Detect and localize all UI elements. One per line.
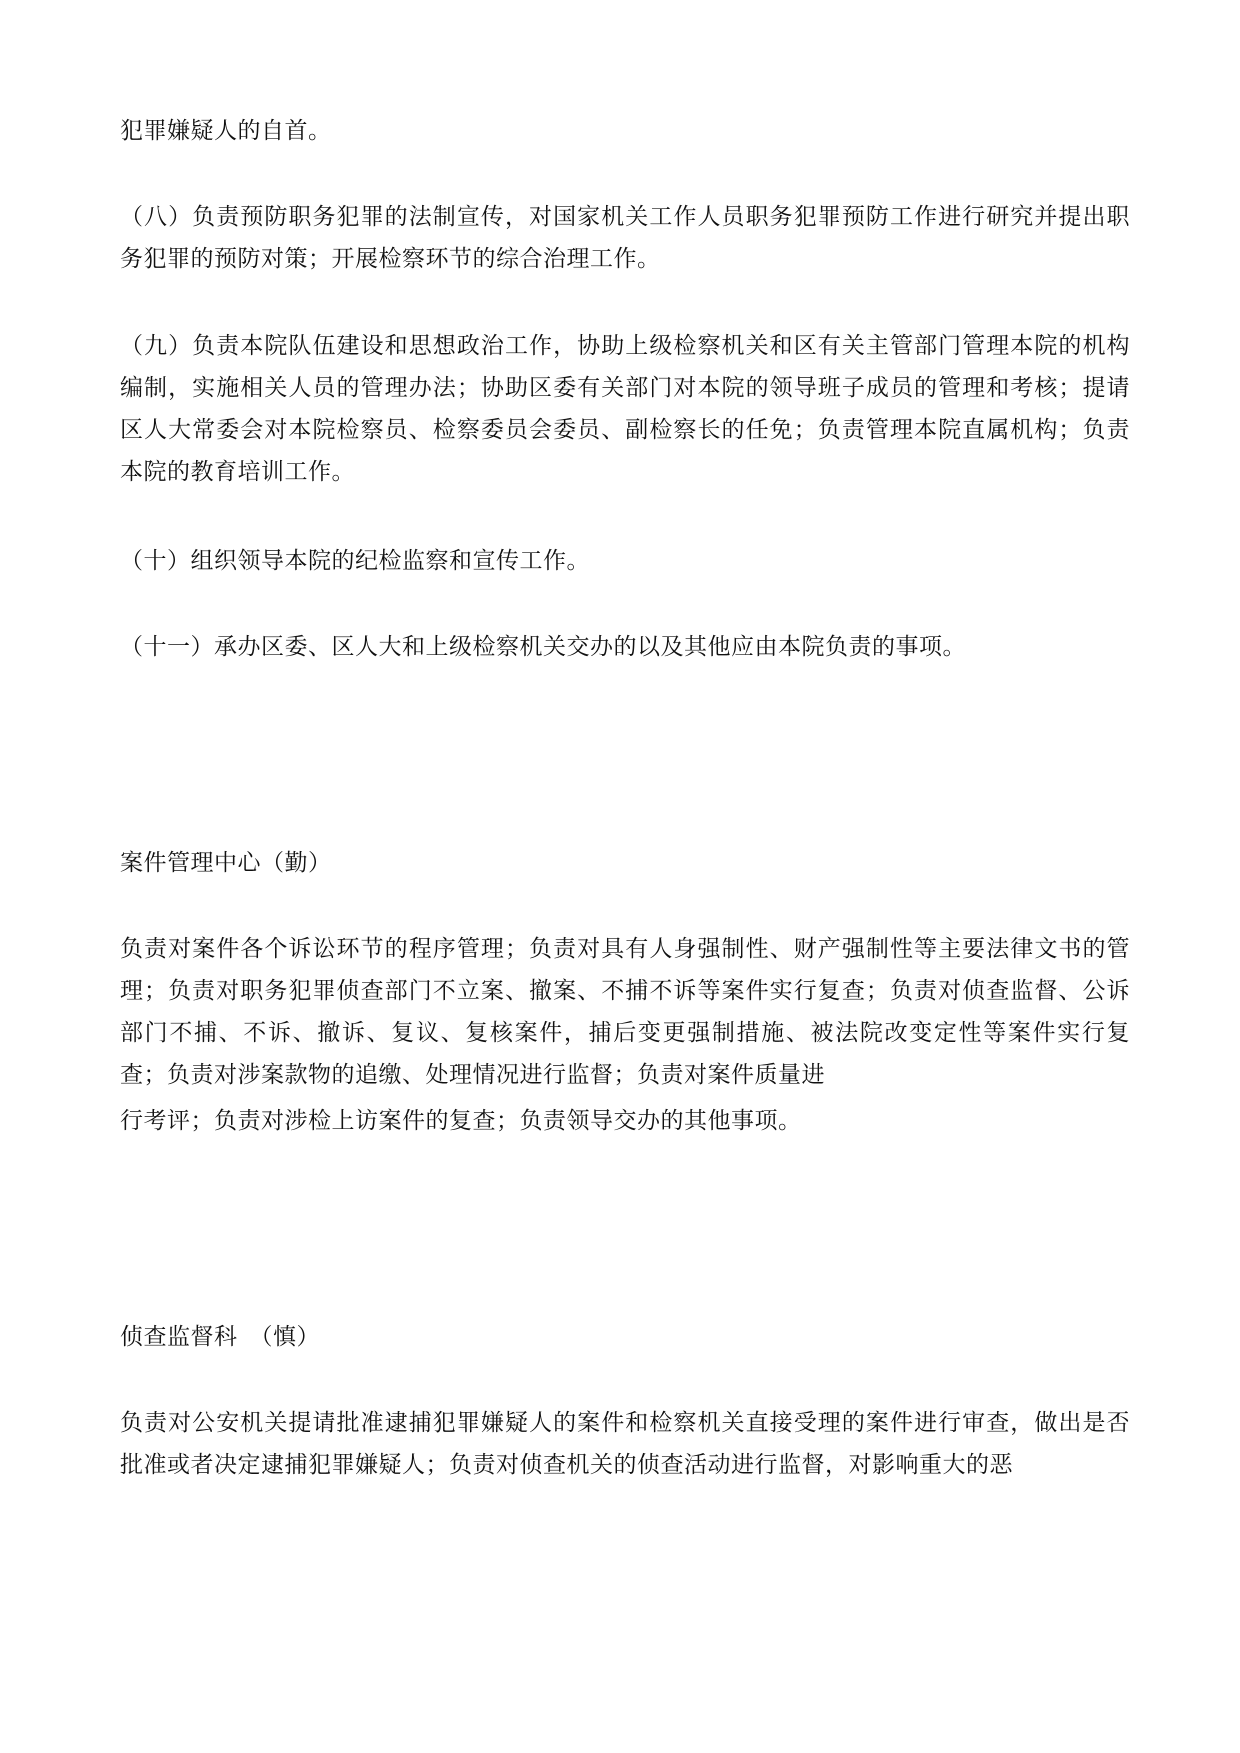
item-8-paragraph: （八）负责预防职务犯罪的法制宣传，对国家机关工作人员职务犯罪预防工作进行研究并提出职务犯罪的预防对策；开展检察环节的综合治理工作。 <box>120 204 1130 272</box>
investigation-heading: 侦查监督科 （慎） <box>120 1324 320 1350</box>
case-center-heading: 案件管理中心（勤） <box>120 850 332 876</box>
paragraph-continued: 犯罪嫌疑人的自首。 <box>120 118 332 144</box>
case-center-body: 负责对案件各个诉讼环节的程序管理；负责对具有人身强制性、财产强制性等主要法律文书的管理；负责对职务犯罪侦查部门不立案、撤案、不捕不诉等案件实行复查；负责对侦查监督、公诉部门不捕、不诉、撤诉、复议、复核案件，捕后变更强制措施、被法院改变定性等案件实行复查；负责对涉案款物的追缴、处理情况进行监督；负责对案件质量进 <box>120 936 1130 1088</box>
case-center-body-continued: 行考评；负责对涉检上访案件的复查；负责领导交办的其他事项。 <box>120 1108 802 1134</box>
item-11-paragraph: （十一）承办区委、区人大和上级检察机关交办的以及其他应由本院负责的事项。 <box>120 634 966 660</box>
item-9-paragraph: （九）负责本院队伍建设和思想政治工作，协助上级检察机关和区有关主管部门管理本院的机构编制，实施相关人员的管理办法；协助区委有关部门对本院的领导班子成员的管理和考核；提请区人大常委会对本院检察员、检察委员会委员、副检察长的任免；负责管理本院直属机构；负责本院的教育培训工作。 <box>120 333 1130 485</box>
item-10-paragraph: （十）组织领导本院的纪检监察和宣传工作。 <box>120 548 590 574</box>
investigation-body: 负责对公安机关提请批准逮捕犯罪嫌疑人的案件和检察机关直接受理的案件进行审查，做出是否批准或者决定逮捕犯罪嫌疑人；负责对侦查机关的侦查活动进行监督，对影响重大的恶 <box>120 1410 1130 1478</box>
